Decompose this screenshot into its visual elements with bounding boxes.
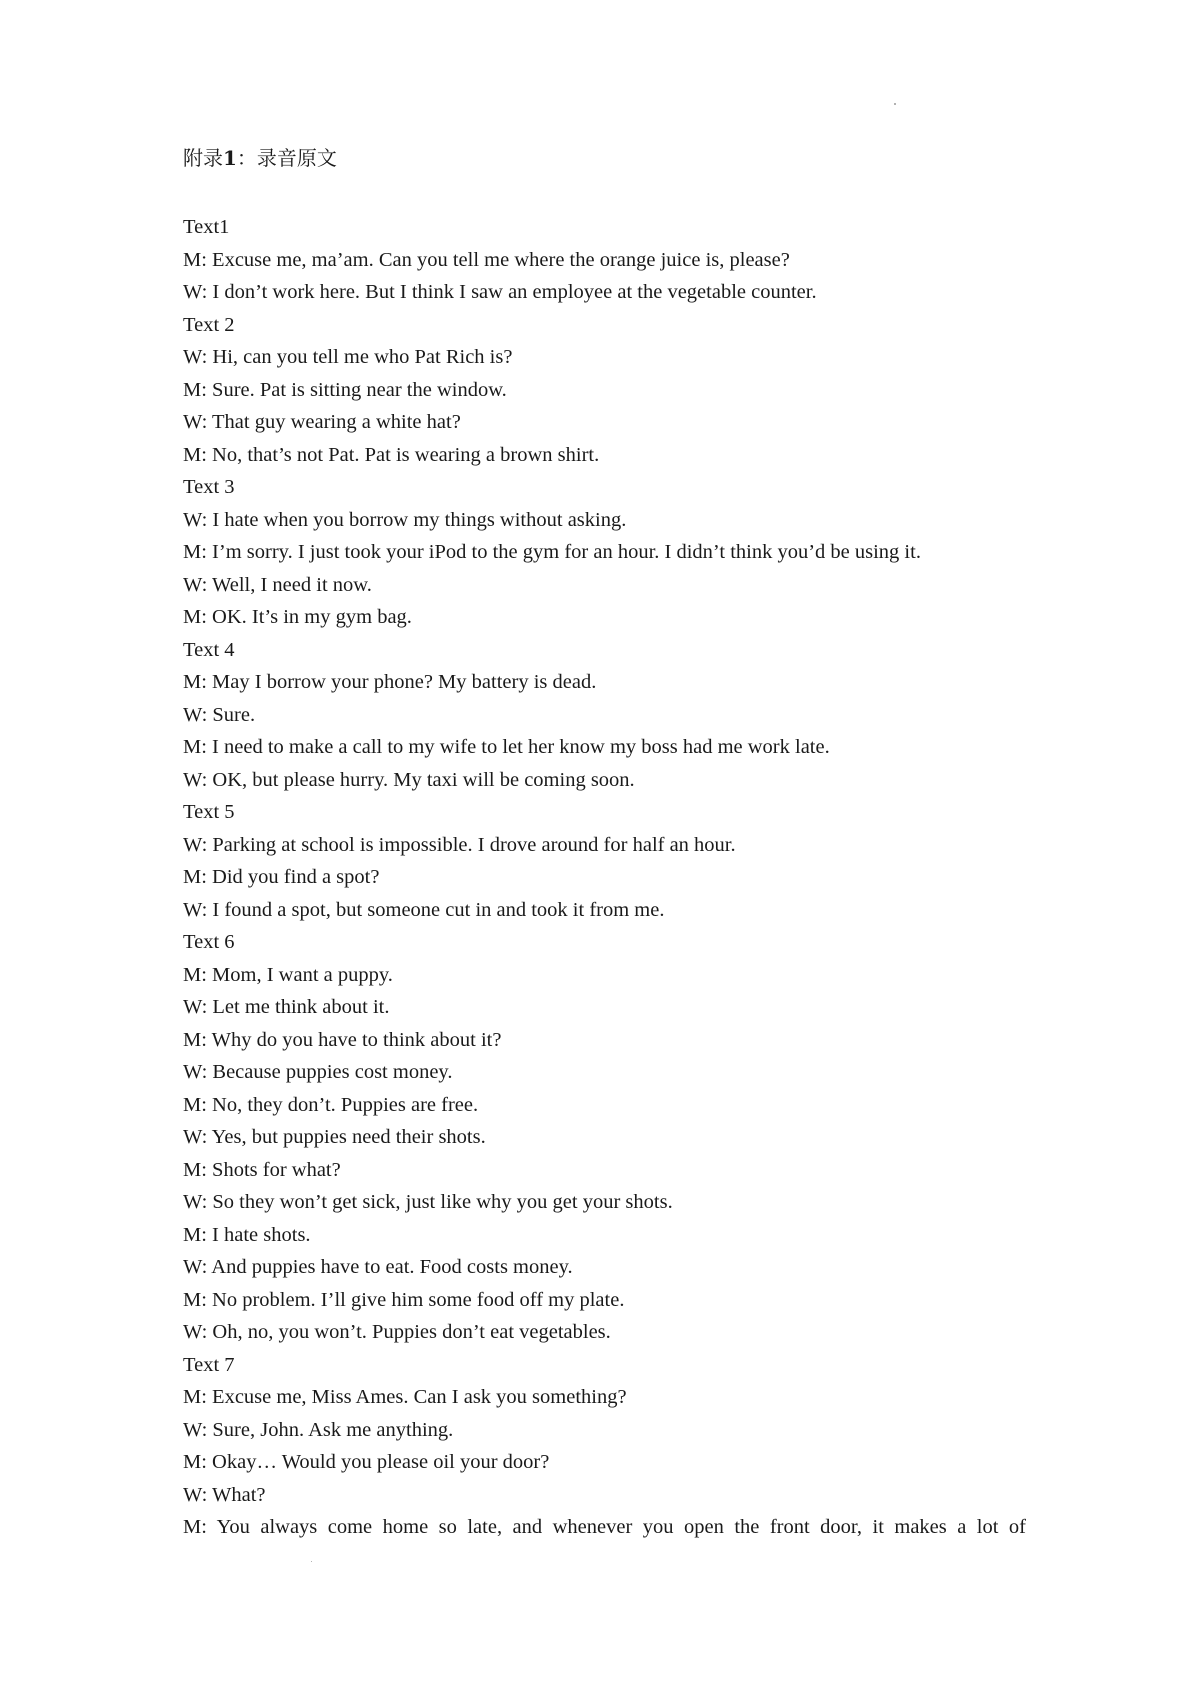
dialogue-line: M: No problem. I’ll give him some food off my plate.	[183, 1288, 625, 1311]
dialogue-line: W: I found a spot, but someone cut in and took it from me.	[183, 898, 665, 921]
dialogue-line: W: What?	[183, 1483, 266, 1506]
section-heading: Text 2	[183, 313, 235, 336]
dialogue-line: W: OK, but please hurry. My taxi will be coming soon.	[183, 768, 635, 791]
scan-speck	[894, 103, 896, 105]
section-heading: Text 3	[183, 476, 235, 498]
dialogue-line: M: I need to make a call to my wife to let her know my boss had me work late.	[183, 736, 830, 758]
section-heading: Text 4	[183, 638, 235, 661]
dialogue-line: M: Shots for what?	[183, 1158, 341, 1181]
dialogue-line: W: Parking at school is impossible. I drove around for half an hour.	[183, 833, 736, 856]
dialogue-line: W: Well, I need it now.	[183, 573, 372, 596]
dialogue-line: W: Sure.	[183, 703, 256, 726]
dialogue-line: M: I’m sorry. I just took your iPod to the gym for an hour. I didn’t think you’d be using it.	[183, 541, 921, 563]
dialogue-line: W: I hate when you borrow my things without asking.	[183, 508, 627, 531]
dialogue-line: M: You always come home so late, and whenever you open the front door, it makes a lot of	[183, 1516, 1026, 1538]
dialogue-line: M: May I borrow your phone? My battery is dead.	[183, 671, 597, 693]
dialogue-line: M: Excuse me, Miss Ames. Can I ask you something?	[183, 1386, 627, 1408]
dialogue-line: W: I don’t work here. But I think I saw an employee at the vegetable counter.	[183, 281, 817, 303]
dialogue-line: W: So they won’t get sick, just like why you get your shots.	[183, 1191, 673, 1213]
section-heading: Text 7	[183, 1353, 235, 1376]
section-heading: Text1	[183, 216, 230, 238]
dialogue-line: W: Because puppies cost money.	[183, 1061, 453, 1083]
title-number: 1	[223, 146, 237, 170]
dialogue-line: M: Sure. Pat is sitting near the window.	[183, 378, 507, 401]
dialogue-line: W: Let me think about it.	[183, 996, 390, 1018]
dialogue-line: W: Hi, can you tell me who Pat Rich is?	[183, 346, 513, 368]
dialogue-line: M: Why do you have to think about it?	[183, 1028, 502, 1051]
section-heading: Text 6	[183, 931, 235, 953]
dialogue-line: M: OK. It’s in my gym bag.	[183, 606, 412, 628]
dialogue-line: M: Did you find a spot?	[183, 866, 380, 888]
dialogue-line: W: Yes, but puppies need their shots.	[183, 1126, 486, 1148]
dialogue-line: W: Sure, John. Ask me anything.	[183, 1418, 454, 1441]
dialogue-line: W: Oh, no, you won’t. Puppies don’t eat vegetables.	[183, 1321, 611, 1343]
title-prefix: 附录	[183, 146, 223, 170]
dialogue-line: M: No, that’s not Pat. Pat is wearing a brown shirt.	[183, 443, 600, 466]
appendix-title	[183, 148, 337, 168]
scan-speck	[311, 1561, 312, 1562]
dialogue-line: W: And puppies have to eat. Food costs money.	[183, 1256, 573, 1278]
dialogue-line: W: That guy wearing a white hat?	[183, 411, 461, 433]
dialogue-line: M: Okay… Would you please oil your door?	[183, 1451, 550, 1473]
dialogue-line: M: I hate shots.	[183, 1223, 311, 1246]
title-suffix: ：录音原文	[236, 146, 337, 170]
section-heading: Text 5	[183, 801, 235, 823]
dialogue-line: M: No, they don’t. Puppies are free.	[183, 1093, 479, 1116]
dialogue-line: M: Mom, I want a puppy.	[183, 963, 393, 986]
transcript-body	[183, 211, 1026, 1544]
dialogue-line: M: Excuse me, ma’am. Can you tell me where the orange juice is, please?	[183, 248, 790, 271]
